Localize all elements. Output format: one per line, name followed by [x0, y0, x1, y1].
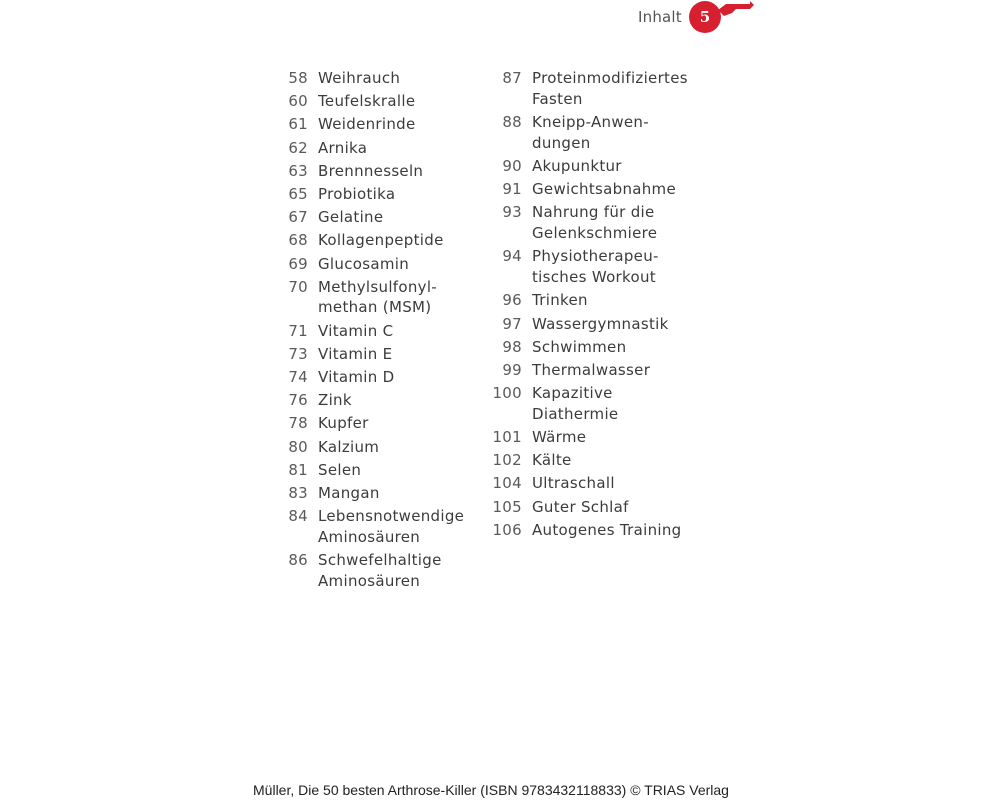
copyright-footer: [0, 782, 1000, 798]
toc-entry-title: Guter Schlaf: [532, 497, 629, 516]
toc-entry-title: Zink: [318, 391, 352, 410]
toc-entry-title: Schwefelhaltige Aminosäuren: [318, 551, 442, 590]
toc-entry[interactable]: [278, 390, 478, 411]
toc-page-number: 70: [288, 277, 308, 296]
toc-entry-title: Kneipp-Anwen- dungen: [532, 112, 649, 152]
toc-entry[interactable]: [278, 161, 478, 182]
toc-entry[interactable]: [278, 207, 478, 228]
toc-entry-title: Wassergymnastik: [532, 314, 669, 333]
toc-entry[interactable]: [278, 230, 478, 251]
toc-entry[interactable]: [278, 184, 478, 205]
toc-entry-title: Brennnesseln: [318, 161, 424, 180]
toc-page-number: 81: [288, 460, 308, 479]
toc-page-number: 76: [288, 391, 308, 410]
toc-entry-title: Ultraschall: [532, 474, 615, 493]
toc-entry[interactable]: [278, 483, 478, 504]
toc-entry[interactable]: [278, 254, 478, 275]
toc-entry-title: Schwimmen: [532, 337, 627, 356]
toc-column-left: [278, 68, 478, 594]
toc-entry-title: Mangan: [318, 483, 380, 502]
toc-page-number: 84: [288, 507, 308, 526]
toc-entry[interactable]: [278, 506, 478, 548]
toc-entry-title: Probiotika: [318, 184, 396, 203]
toc-entry[interactable]: [492, 337, 692, 358]
toc-entry[interactable]: [492, 179, 692, 200]
toc-page-number: 88: [502, 112, 522, 131]
toc-page-number: 100: [492, 384, 522, 403]
toc-page-number: 90: [502, 156, 522, 175]
toc-entry-title: Kalzium: [318, 437, 380, 456]
toc-page-number: 78: [288, 414, 308, 433]
toc-entry-title: Lebensnotwendige Aminosäuren: [318, 507, 465, 546]
toc-entry-title: Vitamin C: [318, 321, 394, 340]
toc-entry[interactable]: [278, 68, 478, 89]
toc-entry-title: Weidenrinde: [318, 115, 416, 134]
toc-entry[interactable]: [492, 450, 692, 471]
toc-entry[interactable]: [492, 383, 692, 425]
toc-entry[interactable]: [492, 202, 692, 244]
toc-page-number: 60: [288, 92, 308, 111]
toc-entry[interactable]: [492, 427, 692, 448]
toc-page-number: 98: [502, 337, 522, 356]
footer-text: Müller, Die 50 besten Arthrose-Killer (ISBN 9783432118833) © TRIAS Verlag: [253, 782, 729, 798]
toc-page-number: 68: [288, 231, 308, 250]
brand-mark-icon: [716, 0, 756, 20]
toc-entry[interactable]: [278, 344, 478, 365]
toc-entry[interactable]: [492, 112, 692, 154]
toc-entry[interactable]: [278, 277, 478, 319]
toc-entry[interactable]: [278, 114, 478, 135]
toc-entry-title: Kälte: [532, 451, 572, 470]
toc-page-number: 73: [288, 344, 308, 363]
toc-page-number: 61: [288, 115, 308, 134]
toc-entry[interactable]: [492, 497, 692, 518]
toc-page-number: 63: [288, 161, 308, 180]
toc-page-number: 58: [288, 69, 308, 87]
toc-page-number: 67: [288, 208, 308, 227]
toc-page-number: 80: [288, 437, 308, 456]
toc-entry[interactable]: [278, 91, 478, 112]
toc-entry-title: Kapazitive Diathermie: [532, 384, 619, 423]
toc-entry[interactable]: [278, 550, 478, 592]
toc-page-number: 101: [492, 428, 522, 447]
toc-entry-title: Trinken: [532, 291, 588, 310]
toc-page-number: 104: [492, 474, 522, 493]
toc-entry[interactable]: [278, 321, 478, 342]
toc-page-number: 91: [502, 180, 522, 199]
toc-entry-title: Kollagenpeptide: [318, 231, 444, 250]
toc-page-number: 97: [502, 314, 522, 333]
toc-entry[interactable]: [278, 437, 478, 458]
toc-entry-title: Selen: [318, 460, 362, 479]
toc-page-number: 106: [492, 520, 522, 539]
toc-entry[interactable]: [278, 367, 478, 388]
toc-entry[interactable]: [492, 156, 692, 177]
toc-entry-title: Akupunktur: [532, 156, 622, 175]
toc-page-number: 86: [288, 551, 308, 570]
toc-entry-title: Vitamin E: [318, 344, 393, 363]
toc-entry-title: Gelatine: [318, 208, 384, 227]
page-number-badge: 5: [689, 1, 721, 33]
toc-entry[interactable]: [492, 314, 692, 335]
toc-entry-title: Arnika: [318, 138, 368, 157]
toc-entry-title: Autogenes Training: [532, 520, 682, 539]
toc-page-number: 96: [502, 291, 522, 310]
toc-page-number: 105: [492, 497, 522, 516]
toc-column-right: [492, 68, 692, 543]
toc-entry[interactable]: [278, 460, 478, 481]
toc-entry-title: Nahrung für die Gelenkschmiere: [532, 203, 658, 243]
toc-entry-title: Kupfer: [318, 414, 369, 433]
toc-page-number: 102: [492, 451, 522, 470]
toc-page-number: 99: [502, 360, 522, 379]
toc-page-number: 65: [288, 184, 308, 203]
toc-entry-title: Gewichtsabnahme: [532, 180, 676, 199]
toc-entry-title: Teufelskralle: [318, 92, 416, 111]
toc-page-number: 69: [288, 254, 308, 273]
toc-entry[interactable]: [492, 360, 692, 381]
toc-entry-title: Vitamin D: [318, 368, 395, 387]
toc-entry-title: Wärme: [532, 428, 587, 447]
toc-page-number: 83: [288, 483, 308, 502]
toc-entry[interactable]: [492, 68, 692, 110]
toc-page-number: 71: [288, 321, 308, 340]
toc-entry[interactable]: [278, 138, 478, 159]
toc-entry-title: Methylsulfonyl- methan (MSM): [318, 277, 438, 317]
toc-page-number: 62: [288, 138, 308, 157]
toc-entry-title: Glucosamin: [318, 254, 410, 273]
toc-entry[interactable]: [492, 290, 692, 311]
toc-entry[interactable]: [492, 473, 692, 494]
toc-entry[interactable]: [492, 246, 692, 288]
toc-page-number: 87: [502, 69, 522, 87]
toc-page-number: 74: [288, 368, 308, 387]
toc-page-number: 94: [502, 247, 522, 266]
toc-entry[interactable]: [278, 413, 478, 434]
section-label: Inhalt: [638, 8, 682, 26]
toc-entry-title: Physiotherapeu- tisches Workout: [532, 247, 659, 287]
toc-entry-title: Thermalwasser: [532, 360, 651, 379]
toc-page-number: 93: [502, 203, 522, 222]
toc-entry-title: Weihrauch: [318, 69, 401, 87]
toc-entry-title: Proteinmodifiziertes Fasten: [532, 69, 688, 108]
toc-entry[interactable]: [492, 520, 692, 541]
